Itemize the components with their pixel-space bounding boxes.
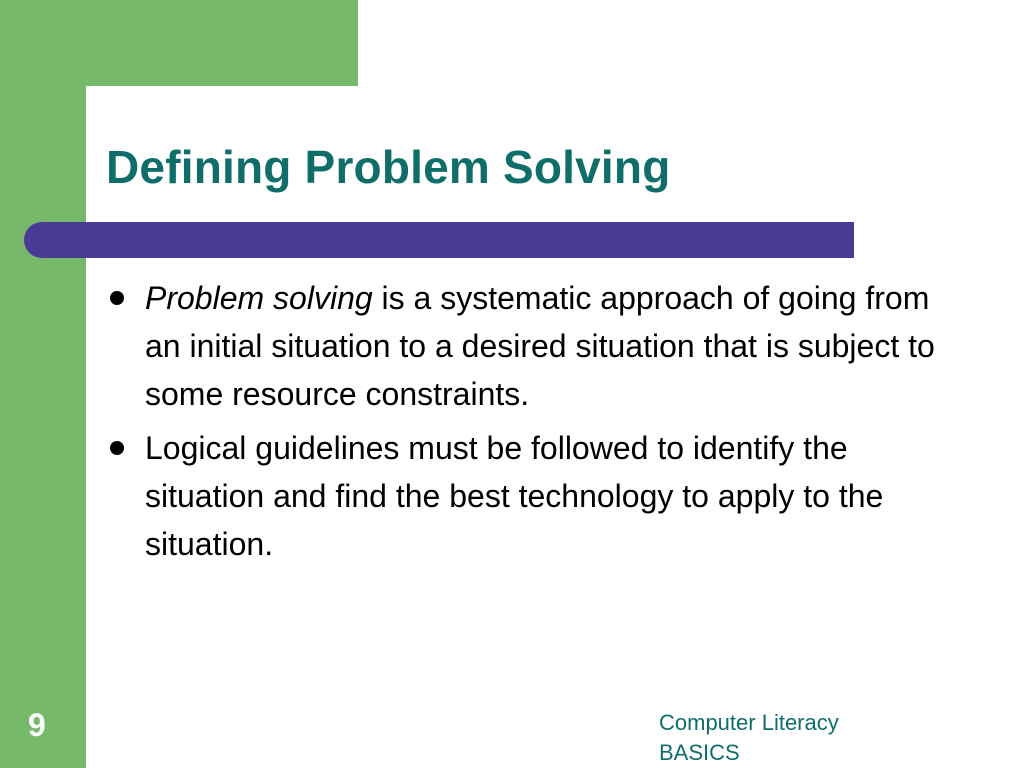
slide-footer bbox=[659, 708, 839, 768]
top-green-band bbox=[0, 0, 358, 86]
bullet-term: Problem solving bbox=[145, 280, 373, 316]
footer-line-2: BASICS bbox=[659, 740, 740, 765]
bullet-dot-icon bbox=[110, 291, 124, 305]
left-green-band bbox=[0, 0, 86, 768]
title-underline-bar bbox=[24, 222, 854, 258]
content-corner-curve bbox=[86, 86, 146, 146]
footer-line-1: Computer Literacy bbox=[659, 710, 839, 735]
slide-title: Defining Problem Solving bbox=[106, 141, 671, 193]
bullet-dot-icon bbox=[110, 441, 124, 455]
slide-number: 9 bbox=[28, 707, 46, 743]
bullet-list bbox=[106, 274, 936, 574]
bullet-item bbox=[106, 424, 936, 568]
bullet-text: is a systematic approach of going from an initial situation to a desired situation that is subject to some resource constraints. bbox=[145, 280, 935, 412]
bullet-text: Logical guidelines must be followed to identify the situation and find the best technology to apply to the situation. bbox=[145, 430, 884, 562]
bullet-item bbox=[106, 274, 936, 418]
